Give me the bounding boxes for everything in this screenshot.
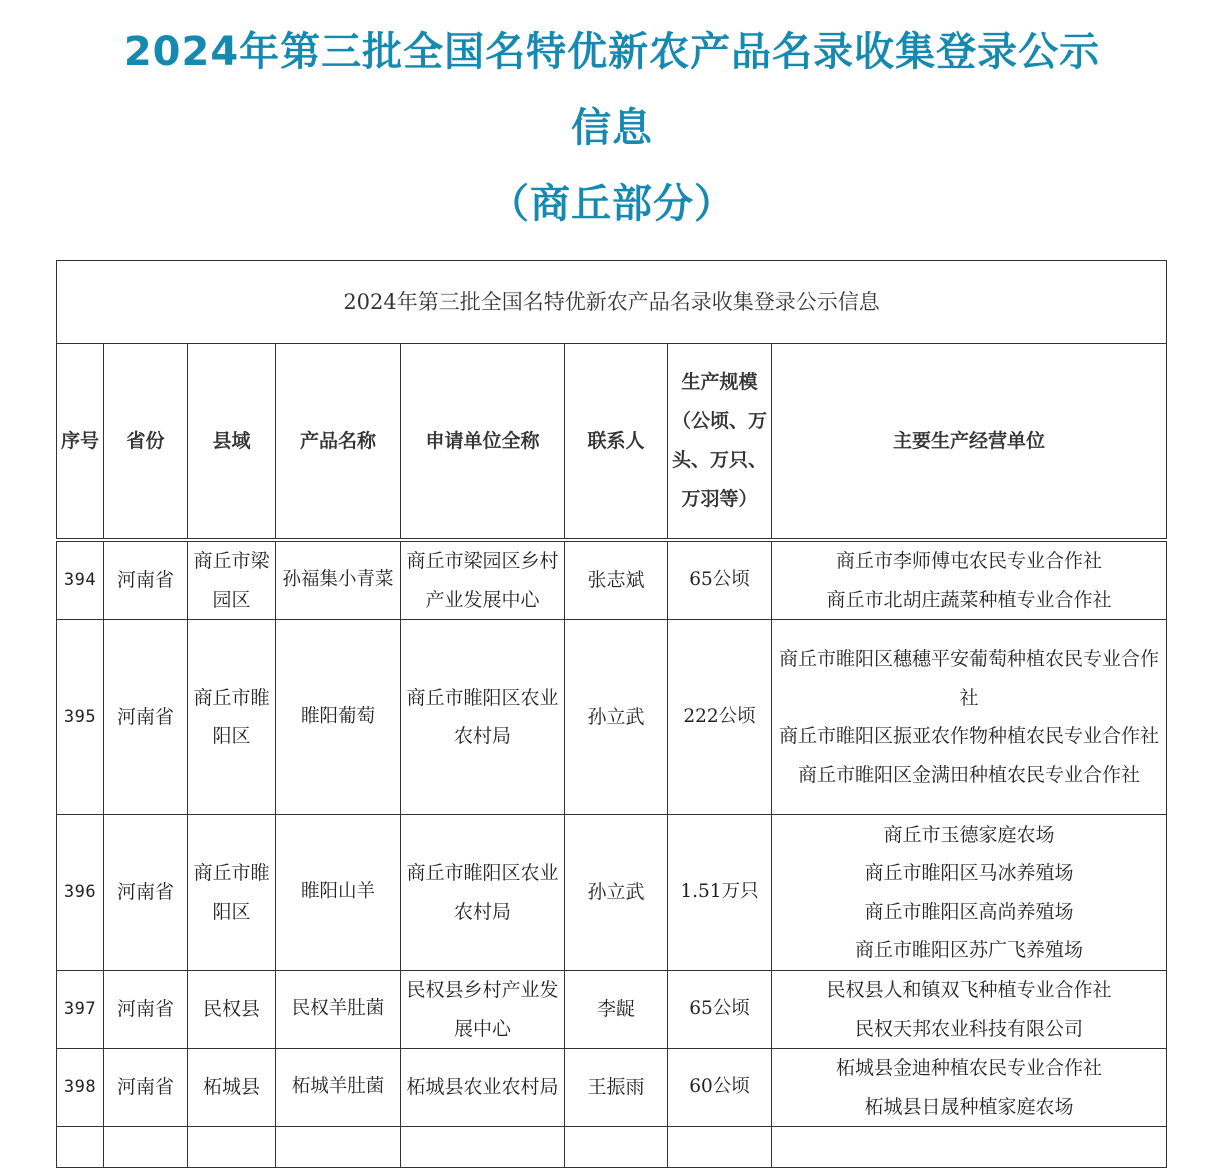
row-applicant: 商丘市梁园区乡村产业发展中心: [401, 542, 565, 620]
row-product: 睢阳山羊: [276, 815, 401, 971]
row-applicant: 民权县乡村产业发展中心: [401, 971, 565, 1049]
row-product: 柘城羊肚菌: [276, 1049, 401, 1127]
row-contact: 孙立武: [565, 815, 668, 971]
producer-item: 商丘市玉德家庭农场: [883, 823, 1055, 846]
producer-item: 商丘市北胡庄蔬菜种植专业合作社: [826, 588, 1112, 611]
row-scale: 65公顷: [668, 542, 772, 620]
row-applicant: 商丘市睢阳区农业农村局: [401, 620, 565, 815]
table-row-partial: [57, 1127, 1167, 1168]
producer-item: 民权天邦农业科技有限公司: [855, 1017, 1084, 1040]
row-product: 孙福集小青菜: [276, 542, 401, 620]
row-province: 河南省: [104, 1049, 188, 1127]
producer-item: 商丘市睢阳区金满田种植农民专业合作社: [798, 763, 1141, 786]
table-row: [57, 1049, 1167, 1127]
producer-item: 民权县人和镇双飞种植专业合作社: [826, 979, 1112, 1001]
table-header-row: [57, 344, 1167, 539]
cell-empty: [104, 1127, 188, 1168]
header-county: 县域: [188, 344, 276, 539]
row-scale: 1.51万只: [668, 815, 772, 971]
row-county: 商丘市梁园区: [188, 542, 276, 620]
producer-item: 商丘市睢阳区苏广飞养殖场: [855, 939, 1084, 961]
row-scale: 222公顷: [668, 620, 772, 815]
cell-empty: [565, 1127, 668, 1168]
table-row: [57, 620, 1167, 815]
producer-item: 商丘市睢阳区振亚农作物种植农民专业合作社: [779, 725, 1160, 747]
row-applicant: 柘城县农业农村局: [401, 1049, 565, 1127]
row-seq: 397: [57, 971, 104, 1049]
cell-empty: [668, 1127, 772, 1168]
row-producers: [772, 1049, 1167, 1127]
cell-empty: [276, 1127, 401, 1168]
page-title-line-1: 2024年第三批全国名特优新农产品名录收集登录公示: [123, 29, 1101, 75]
header-contact: 联系人: [565, 344, 668, 539]
product-registry-table: [56, 260, 1167, 1168]
row-contact: 李龊: [565, 971, 668, 1049]
page-title: [0, 14, 1224, 242]
producer-item: 商丘市李师傅屯农民专业合作社: [836, 550, 1103, 572]
producer-item: 柘城县金迪种植农民专业合作社: [836, 1057, 1103, 1079]
header-applicant: 申请单位全称: [401, 344, 565, 539]
row-seq: 395: [57, 620, 104, 815]
header-producers: 主要生产经营单位: [772, 344, 1167, 539]
row-applicant: 商丘市睢阳区农业农村局: [401, 815, 565, 971]
row-county: 商丘市睢阳区: [188, 815, 276, 971]
row-contact: 孙立武: [565, 620, 668, 815]
header-seq: 序号: [57, 344, 104, 539]
row-scale: 65公顷: [668, 971, 772, 1049]
producer-item: 商丘市睢阳区高尚养殖场: [864, 900, 1074, 923]
cell-empty: [57, 1127, 104, 1168]
row-scale: 60公顷: [668, 1049, 772, 1127]
cell-empty: [401, 1127, 565, 1168]
table-row: [57, 971, 1167, 1049]
row-product: 民权羊肚菌: [276, 971, 401, 1049]
row-contact: 张志斌: [565, 542, 668, 620]
header-product: 产品名称: [276, 344, 401, 539]
row-seq: 398: [57, 1049, 104, 1127]
row-province: 河南省: [104, 620, 188, 815]
row-product: 睢阳葡萄: [276, 620, 401, 815]
row-producers: [772, 815, 1167, 971]
row-seq: 396: [57, 815, 104, 971]
row-producers: [772, 542, 1167, 620]
row-province: 河南省: [104, 971, 188, 1049]
cell-empty: [188, 1127, 276, 1168]
row-producers: [772, 971, 1167, 1049]
row-seq: 394: [57, 542, 104, 620]
cell-empty: [772, 1127, 1167, 1168]
header-scale: 生产规模（公顷、万头、万只、万羽等）: [668, 344, 772, 539]
row-province: 河南省: [104, 815, 188, 971]
table-row: [57, 542, 1167, 620]
producer-item: 商丘市睢阳区马冰养殖场: [864, 862, 1074, 884]
producer-item: 柘城县日晟种植家庭农场: [864, 1095, 1074, 1118]
row-county: 民权县: [188, 971, 276, 1049]
header-province: 省份: [104, 344, 188, 539]
row-county: 商丘市睢阳区: [188, 620, 276, 815]
page-title-line-2: 信息: [571, 105, 653, 151]
row-producers: [772, 620, 1167, 815]
row-county: 柘城县: [188, 1049, 276, 1127]
table-caption: 2024年第三批全国名特优新农产品名录收集登录公示信息: [57, 261, 1167, 344]
producer-item: 商丘市睢阳区穗穗平安葡萄种植农民专业合作社: [779, 648, 1160, 709]
table-row: [57, 815, 1167, 971]
row-province: 河南省: [104, 542, 188, 620]
page-subtitle: （商丘部分）: [489, 181, 735, 227]
row-contact: 王振雨: [565, 1049, 668, 1127]
